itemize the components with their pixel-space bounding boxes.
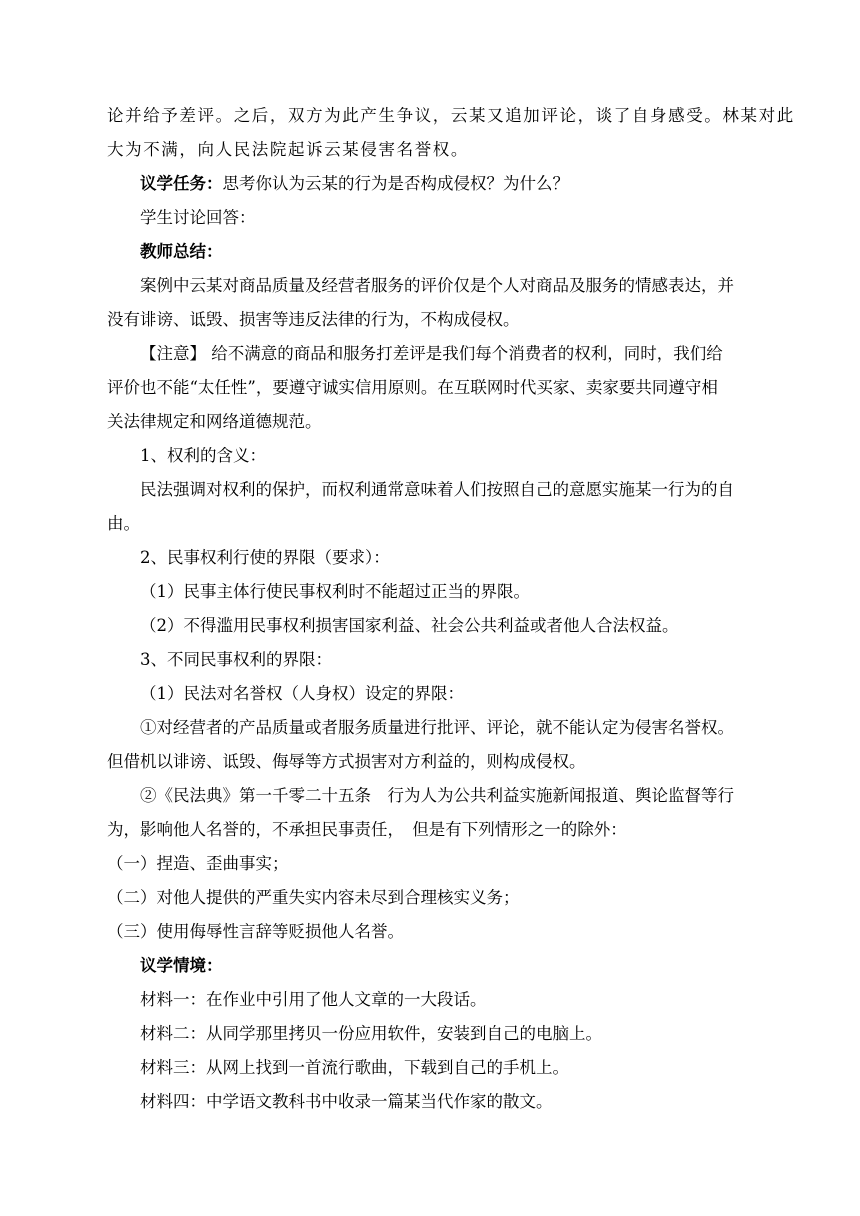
text-line: 【注意】 给不满意的商品和服务打差评是我们每个消费者的权利，同时，我们给: [140, 344, 723, 363]
text-line: ①对经营者的产品质量或者服务质量进行批评、评论，就不能认定为侵害名誉权。: [140, 718, 734, 737]
text-line: 由。: [107, 514, 140, 533]
task-line: [140, 174, 790, 194]
text-line: 材料一：在作业中引用了他人文章的一大段话。: [140, 990, 487, 1009]
text-line: 没有诽谤、诋毁、损害等违反法律的行为，不构成侵权。: [107, 310, 520, 329]
text-line: 评价也不能“太任性”，要遵守诚实信用原则。在互联网时代买家、卖家要共同遵守相: [107, 378, 718, 397]
section-heading: 议学情境：: [140, 956, 223, 975]
text-line: （1）民法对名誉权（人身权）设定的界限：: [140, 684, 464, 703]
text-line: 学生讨论回答：: [140, 208, 256, 227]
text-line: ②《民法典》第一千零二十五条 行为人为公共利益实施新闻报道、舆论监督等行: [140, 786, 734, 805]
text-line: 论并给予差评。之后，双方为此产生争议，云某又追加评论，谈了自身感受。林某对此: [107, 106, 795, 125]
text-line: 案例中云某对商品质量及经营者服务的评价仅是个人对商品及服务的情感表达，并: [140, 276, 734, 295]
task-text: 思考你认为云某的行为是否构成侵权？为什么？: [222, 174, 569, 193]
text-line: 关法律规定和网络道德规范。: [107, 412, 322, 431]
text-line: 大为不满，向人民法院起诉云某侵害名誉权。: [107, 140, 469, 159]
text-line: （一）捏造、歪曲事实；: [107, 854, 289, 873]
section-heading: 教师总结：: [140, 242, 223, 261]
task-heading: 议学任务：: [140, 174, 223, 193]
text-line: 材料四：中学语文教科书中收录一篇某当代作家的散文。: [140, 1092, 553, 1111]
text-line: 为，影响他人名誉的，不承担民事责任， 但是有下列情形之一的除外：: [107, 820, 627, 839]
text-line: 民法强调对权利的保护，而权利通常意味着人们按照自己的意愿实施某一行为的自: [140, 480, 734, 499]
text-line: 材料二：从同学那里拷贝一份应用软件，安装到自己的电脑上。: [140, 1024, 602, 1043]
text-line: 3、不同民事权利的界限：: [140, 650, 332, 669]
text-line: 但借机以诽谤、诋毁、侮辱等方式损害对方利益的，则构成侵权。: [107, 752, 586, 771]
text-line: （1）民事主体行使民事权利时不能超过正当的界限。: [140, 582, 530, 601]
text-line: 1、权利的含义：: [140, 446, 266, 465]
text-line: 2、民事权利行使的界限（要求）：: [140, 548, 390, 567]
text-line: （三）使用侮辱性言辞等贬损他人名誉。: [107, 922, 404, 941]
text-line: （二）对他人提供的严重失实内容未尽到合理核实义务；: [107, 888, 520, 907]
text-line: 材料三：从网上找到一首流行歌曲，下载到自己的手机上。: [140, 1058, 569, 1077]
text-line: （2）不得滥用民事权利损害国家利益、社会公共利益或者他人合法权益。: [140, 616, 679, 635]
